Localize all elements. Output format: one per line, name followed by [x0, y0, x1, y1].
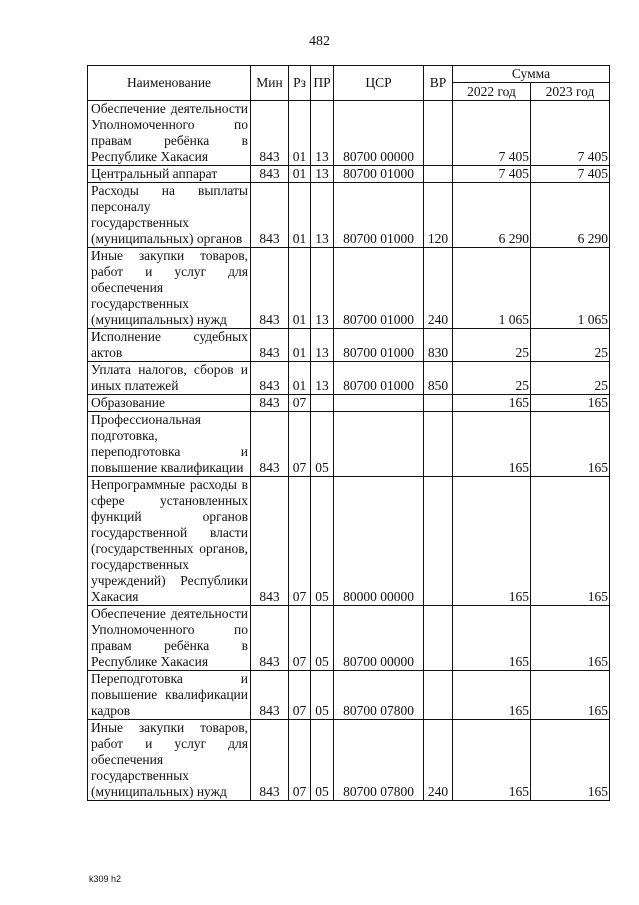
row-pr: 05	[311, 412, 334, 477]
row-min: 843	[251, 606, 289, 671]
row-pr: 13	[311, 183, 334, 248]
row-rz: 07	[289, 720, 311, 801]
row-name: Образование	[88, 395, 251, 412]
row-min: 843	[251, 412, 289, 477]
row-sum-2023: 7 405	[531, 166, 610, 183]
row-min: 843	[251, 671, 289, 720]
row-sum-2022: 7 405	[453, 166, 531, 183]
row-csr: 80700 00000	[334, 101, 424, 166]
row-pr: 13	[311, 166, 334, 183]
row-vr: 120	[424, 183, 453, 248]
table-row	[88, 248, 610, 329]
table-row	[88, 166, 610, 183]
row-csr: 80700 01000	[334, 166, 424, 183]
row-pr	[311, 395, 334, 412]
row-vr	[424, 166, 453, 183]
table-row	[88, 183, 610, 248]
header-rz: Рз	[289, 66, 311, 101]
row-sum-2022: 165	[453, 412, 531, 477]
row-min: 843	[251, 362, 289, 395]
row-min: 843	[251, 477, 289, 606]
row-csr: 80700 01000	[334, 183, 424, 248]
row-name: Непрограммные расходы в сфере установленных функций органов государственной власти (государственных органов, государственных учреждений) Республики Хакасия	[88, 477, 251, 606]
row-sum-2022: 1 065	[453, 248, 531, 329]
row-rz: 01	[289, 166, 311, 183]
row-csr: 80700 00000	[334, 606, 424, 671]
row-rz: 01	[289, 183, 311, 248]
row-name: Расходы на выплаты персоналу государственных (муниципальных) органов	[88, 183, 251, 248]
row-rz: 07	[289, 671, 311, 720]
row-sum-2022: 165	[453, 606, 531, 671]
row-vr	[424, 395, 453, 412]
row-name: Иные закупки товаров, работ и услуг для обеспечения государственных (муниципальных) нужд	[88, 248, 251, 329]
row-vr	[424, 477, 453, 606]
row-sum-2023: 165	[531, 671, 610, 720]
row-rz: 07	[289, 412, 311, 477]
row-sum-2023: 165	[531, 720, 610, 801]
row-name: Обеспечение деятельности Уполномоченного по правам ребёнка в Республике Хакасия	[88, 101, 251, 166]
row-sum-2022: 165	[453, 395, 531, 412]
table-row	[88, 395, 610, 412]
row-sum-2023: 25	[531, 329, 610, 362]
header-year-2023: 2023 год	[531, 83, 610, 101]
row-min: 843	[251, 329, 289, 362]
header-csr: ЦСР	[334, 66, 424, 101]
row-name: Иные закупки товаров, работ и услуг для обеспечения государственных (муниципальных) нужд	[88, 720, 251, 801]
table-row	[88, 671, 610, 720]
row-name: Переподготовка и повышение квалификации кадров	[88, 671, 251, 720]
row-sum-2022: 7 405	[453, 101, 531, 166]
row-pr: 13	[311, 101, 334, 166]
row-sum-2022: 165	[453, 720, 531, 801]
row-rz: 07	[289, 477, 311, 606]
row-min: 843	[251, 101, 289, 166]
row-vr: 830	[424, 329, 453, 362]
row-name: Обеспечение деятельности Уполномоченного по правам ребёнка в Республике Хакасия	[88, 606, 251, 671]
row-sum-2023: 165	[531, 606, 610, 671]
row-min: 843	[251, 166, 289, 183]
row-sum-2023: 6 290	[531, 183, 610, 248]
row-rz: 07	[289, 395, 311, 412]
row-rz: 01	[289, 362, 311, 395]
row-rz: 07	[289, 606, 311, 671]
row-vr	[424, 101, 453, 166]
table-row	[88, 329, 610, 362]
row-sum-2022: 25	[453, 329, 531, 362]
table-row	[88, 362, 610, 395]
row-csr	[334, 412, 424, 477]
row-min: 843	[251, 395, 289, 412]
row-pr: 05	[311, 671, 334, 720]
row-csr: 80000 00000	[334, 477, 424, 606]
row-pr: 13	[311, 248, 334, 329]
row-csr: 80700 01000	[334, 362, 424, 395]
row-csr: 80700 01000	[334, 329, 424, 362]
row-sum-2023: 165	[531, 477, 610, 606]
table-row	[88, 606, 610, 671]
header-year-2022: 2022 год	[453, 83, 531, 101]
row-csr	[334, 395, 424, 412]
table-body	[88, 101, 610, 801]
row-min: 843	[251, 720, 289, 801]
header-vr: ВР	[424, 66, 453, 101]
row-vr	[424, 671, 453, 720]
row-csr: 80700 01000	[334, 248, 424, 329]
row-sum-2023: 165	[531, 395, 610, 412]
row-sum-2022: 6 290	[453, 183, 531, 248]
row-pr: 05	[311, 477, 334, 606]
row-pr: 13	[311, 362, 334, 395]
footer-code: k309 h2	[89, 874, 122, 884]
row-vr: 240	[424, 720, 453, 801]
table-row	[88, 477, 610, 606]
header-pr: ПР	[311, 66, 334, 101]
header-min: Мин	[251, 66, 289, 101]
row-rz: 01	[289, 248, 311, 329]
row-sum-2022: 25	[453, 362, 531, 395]
budget-table	[87, 65, 610, 801]
row-sum-2023: 1 065	[531, 248, 610, 329]
row-rz: 01	[289, 101, 311, 166]
row-sum-2023: 25	[531, 362, 610, 395]
table-row	[88, 720, 610, 801]
row-min: 843	[251, 183, 289, 248]
row-csr: 80700 07800	[334, 720, 424, 801]
row-sum-2022: 165	[453, 477, 531, 606]
row-sum-2023: 165	[531, 412, 610, 477]
row-vr	[424, 606, 453, 671]
page-number: 482	[309, 34, 330, 49]
table-row	[88, 412, 610, 477]
row-sum-2022: 165	[453, 671, 531, 720]
row-vr	[424, 412, 453, 477]
row-vr: 240	[424, 248, 453, 329]
row-name: Центральный аппарат	[88, 166, 251, 183]
row-rz: 01	[289, 329, 311, 362]
header-name: Наименование	[88, 66, 251, 101]
row-name: Профессиональная подготовка, переподготовка и повышение квалификации	[88, 412, 251, 477]
row-name: Исполнение судебных актов	[88, 329, 251, 362]
row-pr: 13	[311, 329, 334, 362]
row-sum-2023: 7 405	[531, 101, 610, 166]
table-row	[88, 101, 610, 166]
row-pr: 05	[311, 720, 334, 801]
row-pr: 05	[311, 606, 334, 671]
header-sum: Сумма	[453, 66, 610, 83]
row-csr: 80700 07800	[334, 671, 424, 720]
row-vr: 850	[424, 362, 453, 395]
row-min: 843	[251, 248, 289, 329]
row-name: Уплата налогов, сборов и иных платежей	[88, 362, 251, 395]
